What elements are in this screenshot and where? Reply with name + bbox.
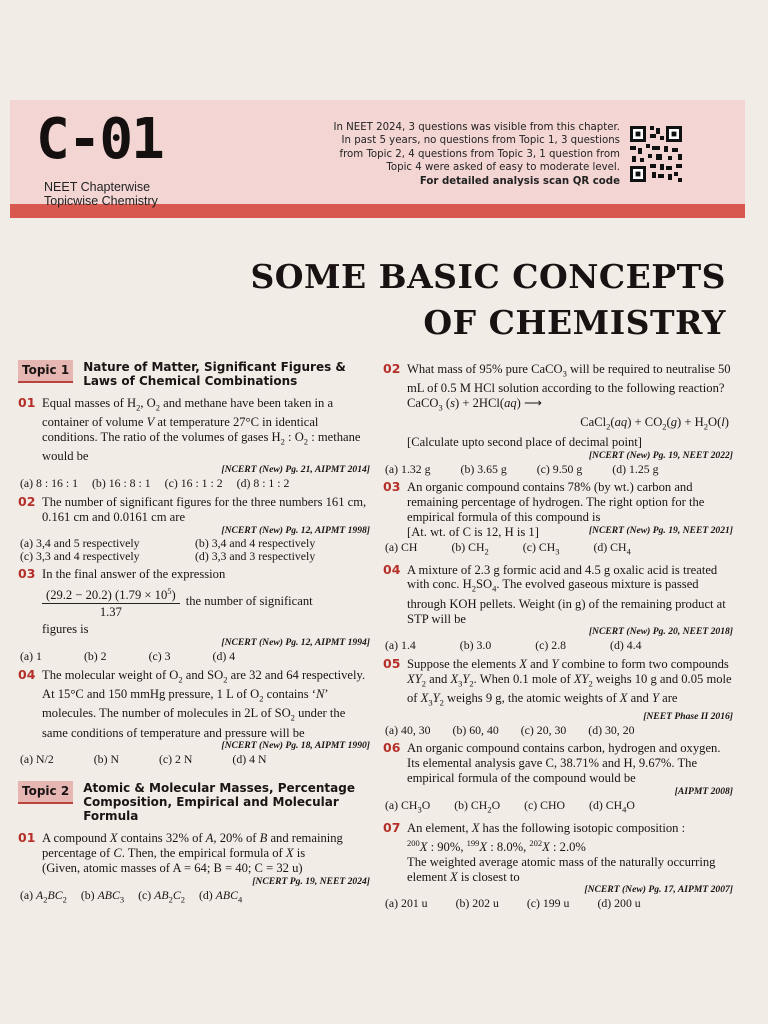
question-reference: [AIPMT 2008]	[674, 785, 733, 797]
question-number: 02	[18, 494, 36, 510]
option-a[interactable]: (a) 1.4	[385, 638, 416, 653]
option-c[interactable]: (c) $AB_2C_2$	[138, 887, 185, 904]
option-d[interactable]: (d) 4 N	[232, 752, 267, 767]
option-d[interactable]: (d) 4.4	[610, 638, 642, 653]
question-r-06	[383, 741, 733, 817]
atomic-weight-line	[383, 525, 733, 540]
topic-1-title: Nature of Matter, Significant Figures & Laws of Chemical Combinations	[83, 360, 346, 388]
left-column	[18, 360, 370, 911]
question-reference: [NCERT (New) Pg. 19, NEET 2021]	[588, 524, 733, 536]
qr-code-icon[interactable]	[628, 124, 684, 184]
question-number: 06	[383, 740, 401, 756]
options	[18, 752, 370, 767]
question-number: 01	[18, 830, 36, 846]
title-line-2: OF CHEMISTRY	[423, 303, 726, 342]
question-number: 02	[383, 361, 401, 376]
option-d[interactable]: (d) 4	[212, 648, 236, 663]
option-a[interactable]: (a) CH	[385, 539, 418, 554]
options	[18, 537, 370, 564]
question-number: 05	[383, 656, 401, 672]
subtitle-line-2: Topicwise Chemistry	[44, 194, 158, 208]
question-number: 07	[383, 819, 401, 835]
question-text: An organic compound contains 78% (by wt.) carbon and remaining percentage of hydrogen. The right option for the empirical formula of this compound is	[407, 480, 705, 524]
question-t1-04	[18, 668, 370, 768]
chapter-title	[236, 254, 726, 346]
question-number: 03	[383, 479, 401, 495]
option-c[interactable]: (c) 9.50 g	[536, 461, 583, 476]
reaction-line-1: CaCO$_3$ (s) + 2HCl(aq) ⟶	[407, 396, 543, 413]
option-a[interactable]: (a) $CH_3O$	[385, 797, 431, 815]
expression-tail: the number of significant	[185, 594, 313, 608]
qr-instruction: For detailed analysis scan QR code	[419, 175, 620, 187]
options	[383, 638, 733, 653]
question-r-02	[383, 362, 733, 476]
given-atomic-masses: (Given, atomic masses of A = 64; B = 40; C = 32 u)	[42, 860, 303, 875]
option-c[interactable]: (c) CHO	[524, 797, 566, 812]
question-r-05	[383, 657, 733, 737]
option-a[interactable]: (a) N/2	[20, 752, 54, 767]
option-b[interactable]: (b) 60, 40	[452, 722, 499, 737]
options	[383, 462, 733, 477]
option-c[interactable]: (c) $CH_3$	[522, 539, 560, 556]
question-text: The molecular weight of $O_2$ and $SO_2$ are 32 and 64 respectively. At 15°C and 150 mmHg pressure, 1 L of $O_2$ contains ‘N’ molecules. The number of molecules in 2L of $SO_2$ under the same conditions of temperature and pressure will be	[42, 667, 366, 740]
question-number: 04	[383, 561, 401, 577]
figures-label: figures is	[42, 622, 89, 636]
option-a[interactable]: (a) 40, 30	[385, 722, 431, 737]
option-b[interactable]: (b) $CH_2O$	[454, 797, 501, 815]
options	[18, 649, 370, 664]
topic-2-heading	[18, 781, 370, 823]
title-line-1: SOME BASIC CONCEPTS	[250, 257, 726, 296]
expression-numerator: (29.2 − 20.2) $(1.79 \times 10^5)$	[42, 584, 180, 604]
options	[383, 540, 733, 559]
option-c[interactable]: (c) 199 u	[526, 896, 570, 911]
option-a[interactable]: (a) $A_2BC_2$	[20, 887, 67, 904]
option-c[interactable]: (c) 3	[148, 648, 171, 663]
question-reference: [NEET Phase II 2016]	[643, 710, 733, 722]
option-d[interactable]: (d) 3,3 and 3 respectively	[195, 549, 316, 564]
option-c[interactable]: (c) 2.8	[535, 638, 567, 653]
expression-fraction	[42, 584, 180, 620]
topic-1-heading	[18, 360, 370, 388]
option-b[interactable]: (b) N	[93, 752, 119, 767]
subtitle-line-1: NEET Chapterwise	[44, 180, 151, 194]
question-reference: [NCERT (New) Pg. 12, AIPMT 1998]	[221, 524, 370, 536]
question-text: Suppose the elements X and Y combine to form two compounds $XY_2$ and $X_3Y_2$. When 0.1 mole of $XY_2$ weighs 10 g and 0.05 mole of $X_3Y_2$ weighs 9 g, the atomic weights of X and Y are [NEET Phase II 2016]	[407, 657, 733, 722]
options	[383, 798, 733, 817]
option-b[interactable]: (b) $CH_2$	[451, 539, 489, 556]
topic-1-tag: Topic 1	[18, 360, 73, 383]
options	[383, 896, 733, 911]
question-r-07	[383, 821, 733, 911]
question-reference: [NCERT (New) Pg. 21, AIPMT 2014]	[221, 464, 370, 476]
options	[383, 723, 733, 738]
option-b[interactable]: (b) 2	[83, 648, 107, 663]
question-r-04	[383, 563, 733, 654]
option-d[interactable]: (d) 30, 20	[588, 722, 635, 737]
question-number: 03	[18, 566, 36, 582]
question-reference: [NCERT Pg. 19, NEET 2024]	[252, 875, 370, 887]
question-text: The number of significant figures for the three numbers 161 cm, 0.161 cm and 0.0161 cm are	[42, 495, 367, 524]
question-text: A compound X contains 32% of A, 20% of B and remaining percentage of C. Then, the empirical formula of X is (Given, atomic masses of A = 64; B = 40; C = 32 u)	[42, 831, 343, 875]
option-c[interactable]: (c) 20, 30	[520, 722, 567, 737]
question-t1-02	[18, 495, 370, 563]
option-c[interactable]: (c) 16 : 1 : 2	[164, 476, 223, 491]
option-b[interactable]: (b) 3,4 and 4 respectively	[195, 535, 316, 550]
option-a[interactable]: (a) 201 u	[385, 896, 428, 911]
chapter-subtitle	[44, 180, 158, 208]
question-t2-01	[18, 831, 370, 907]
options	[18, 888, 370, 907]
question-t1-01	[18, 396, 370, 491]
option-b[interactable]: (b) $ABC_3$	[80, 887, 125, 904]
expression-line	[18, 582, 370, 622]
neet-note-text: In NEET 2024, 3 questions was visible from this chapter. In past 5 years, no questions from Topic 1, 3 questions from Topic 2, 4 questions from Topic 3, 1 question from Topic 4 were asked of easy to moderate level.	[333, 122, 620, 174]
option-a[interactable]: (a) 1.32 g	[385, 461, 431, 476]
topic-2-title: Atomic & Molecular Masses, Percentage Composition, Empirical and Molecular Formula	[83, 781, 355, 824]
question-reference: [NCERT (New) Pg. 17, AIPMT 2007]	[584, 884, 733, 896]
option-d[interactable]: (d) 8 : 1 : 2	[236, 476, 290, 491]
question-text: Equal masses of $H_2$, $O_2$ and methane have been taken in a container of volume V at temperature 27°C in identical conditions. The ratio of the volumes of gases $H_2$ : $O_2$ : methane would be	[42, 396, 361, 464]
topic-2-tag: Topic 2	[18, 781, 73, 804]
question-reference: [NCERT (New) Pg. 20, NEET 2018]	[588, 626, 733, 638]
chapter-code: C-01	[36, 107, 163, 172]
atomic-weight-note: [At. wt. of C is 12, H is 1]	[407, 524, 539, 539]
option-c[interactable]: (c) 3,3 and 4 respectively	[20, 549, 140, 564]
neet-analysis-note	[322, 121, 620, 188]
figures-line	[18, 622, 370, 637]
expression-denominator: 1.37	[99, 605, 122, 620]
question-reference: [NCERT (New) Pg. 12, AIPMT 1994]	[221, 636, 370, 648]
option-a[interactable]: (a) 1	[20, 648, 42, 663]
option-d[interactable]: (d) 1.25 g	[612, 461, 659, 476]
option-d[interactable]: (d) $CH_4$	[593, 539, 631, 556]
question-text: In the final answer of the expression	[42, 567, 226, 582]
question-text: An element, X has the following isotopic composition : $^{200}$X : 90%, $^{199}$X : 8.0%, $^{202}$X : 2.0% The weighted average atomic mass of the naturally occurring element X is closest to	[407, 820, 716, 884]
option-b[interactable]: (b) 16 : 8 : 1	[92, 476, 151, 491]
option-b[interactable]: (b) 3.65 g	[460, 461, 507, 476]
question-number: 04	[18, 666, 36, 682]
question-text: An organic compound contains carbon, hydrogen and oxygen. Its elemental analysis gave C, 38.71% and H, 9.67%. The empirical formula of the compound would be	[407, 741, 721, 785]
option-d[interactable]: (d) 200 u	[597, 896, 641, 911]
option-a[interactable]: (a) 3,4 and 5 respectively	[20, 535, 140, 550]
right-column	[383, 362, 733, 915]
options	[18, 476, 370, 491]
question-r-03	[383, 480, 733, 558]
reaction-line-2: CaCl$_2$(aq) + $CO_2(g) + H_2O(l)$	[580, 415, 729, 432]
option-a[interactable]: (a) 8 : 16 : 1	[20, 476, 78, 491]
question-number: 01	[18, 395, 36, 410]
option-b[interactable]: (b) 202 u	[455, 896, 499, 911]
question-reference: [NCERT (New) Pg. 18, AIPMT 1990]	[221, 740, 370, 752]
option-d[interactable]: (d) $CH_4O$	[589, 797, 635, 815]
question-text: A mixture of 2.3 g formic acid and 4.5 g oxalic acid is treated with conc. $H_2SO_4$. The evolved gaseous mixture is passed through KOH pellets. Weight (in g) of the remaining product at STP will be	[407, 562, 726, 626]
question-reference: [NCERT (New) Pg. 19, NEET 2022]	[588, 449, 733, 461]
question-text: What mass of 95% pure CaCO$_3$ will be required to neutralise 50 mL of 0.5 M HCl solution according to the following reaction?	[407, 362, 731, 396]
question-t1-03	[18, 567, 370, 663]
option-b[interactable]: (b) 3.0	[459, 638, 492, 653]
option-c[interactable]: (c) 2 N	[158, 752, 193, 767]
option-d[interactable]: (d) $ABC_4$	[198, 887, 243, 904]
calculation-note: [Calculate upto second place of decimal point]	[407, 434, 642, 449]
